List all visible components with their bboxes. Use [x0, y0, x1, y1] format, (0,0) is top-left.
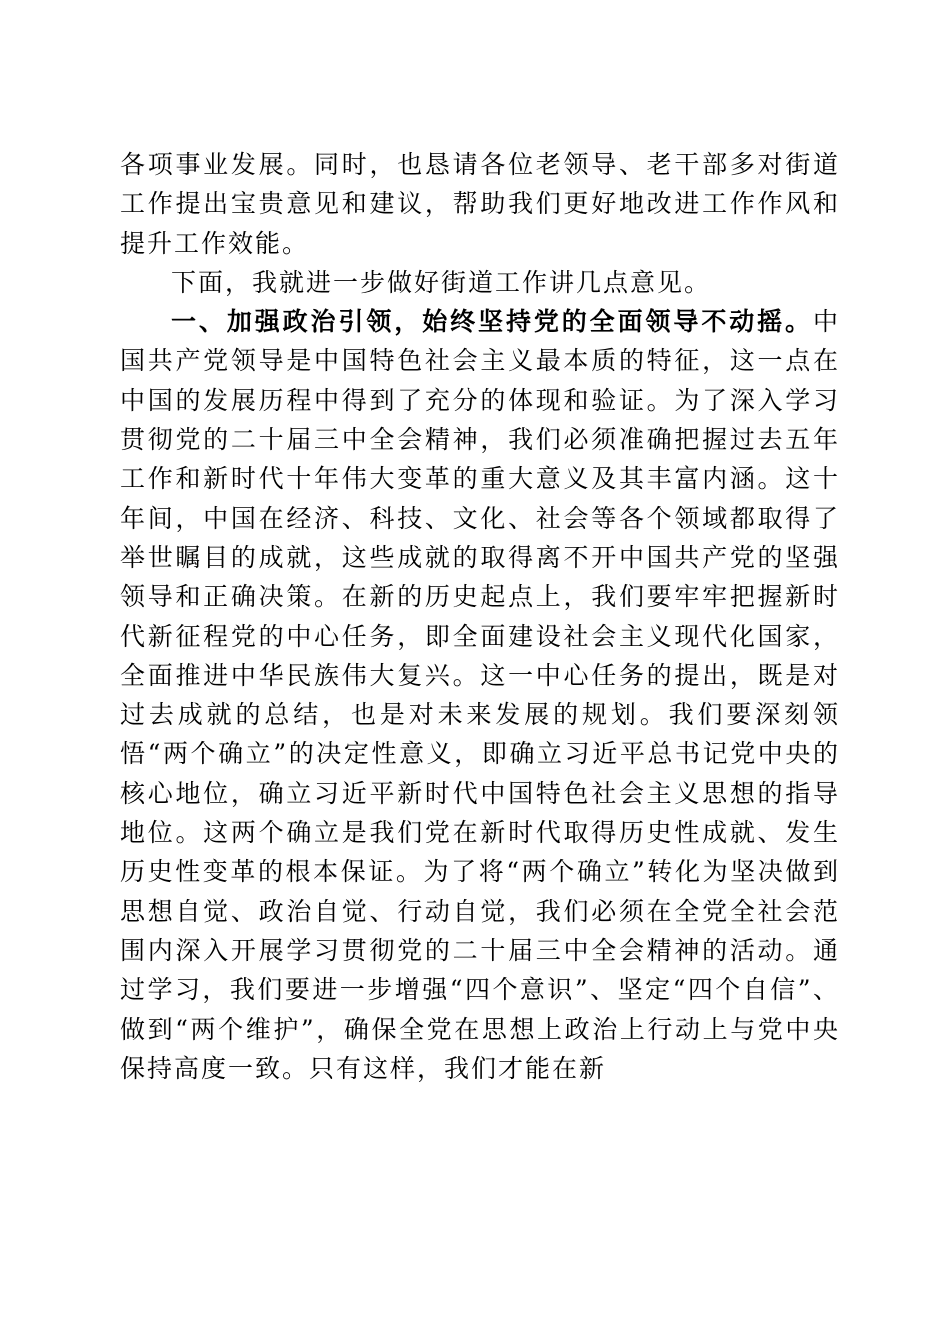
section-1-paragraph: [120, 302, 840, 1088]
paragraph-intro: 下面，我就进一步做好街道工作讲几点意见。: [171, 267, 712, 297]
section-1-body: 中国共产党领导是中国特色社会主义最本质的特征，这一点在中国的发展历程中得到了充分的体现和验证。为了深入学习贯彻党的二十届三中全会精神，我们必须准确把握过去五年工作和新时代十年伟大变革的重大意义及其丰富内涵。这十年间，中国在经济、科技、文化、社会等各个领域都取得了举世瞩目的成就，这些成就的取得离不开中国共产党的坚强领导和正确决策。在新的历史起点上，我们要牢牢把握新时代新征程党的中心任务，即全面建设社会主义现代化国家，全面推进中华民族伟大复兴。这一中心任务的提出，既是对过去成就的总结，也是对未来发展的规划。我们要深刻领悟“两个确立”的决定性意义，即确立习近平总书记党中央的核心地位，确立习近平新时代中国特色社会主义思想的指导地位。这两个确立是我们党在新时代取得历史性成就、发生历史性变革的根本保证。为了将“两个确立”转化为坚决做到思想自觉、政治自觉、行动自觉，我们必须在全党全社会范围内深入开展学习贯彻党的二十届三中全会精神的活动。通过学习，我们要进一步增强“四个意识”、坚定“四个自信”、做到“两个维护”，确保全党在思想上政治上行动上与党中央保持高度一致。只有这样，我们才能在新: [120, 307, 840, 1083]
section-1-heading: 一、加强政治引领，始终坚持党的全面领导不动摇。: [171, 307, 813, 337]
paragraph-continuation: 各项事业发展。同时，也恳请各位老领导、老干部多对街道工作提出宝贵意见和建议，帮助我们更好地改进工作作风和提升工作效能。: [120, 150, 840, 258]
document-body: [120, 145, 840, 1088]
